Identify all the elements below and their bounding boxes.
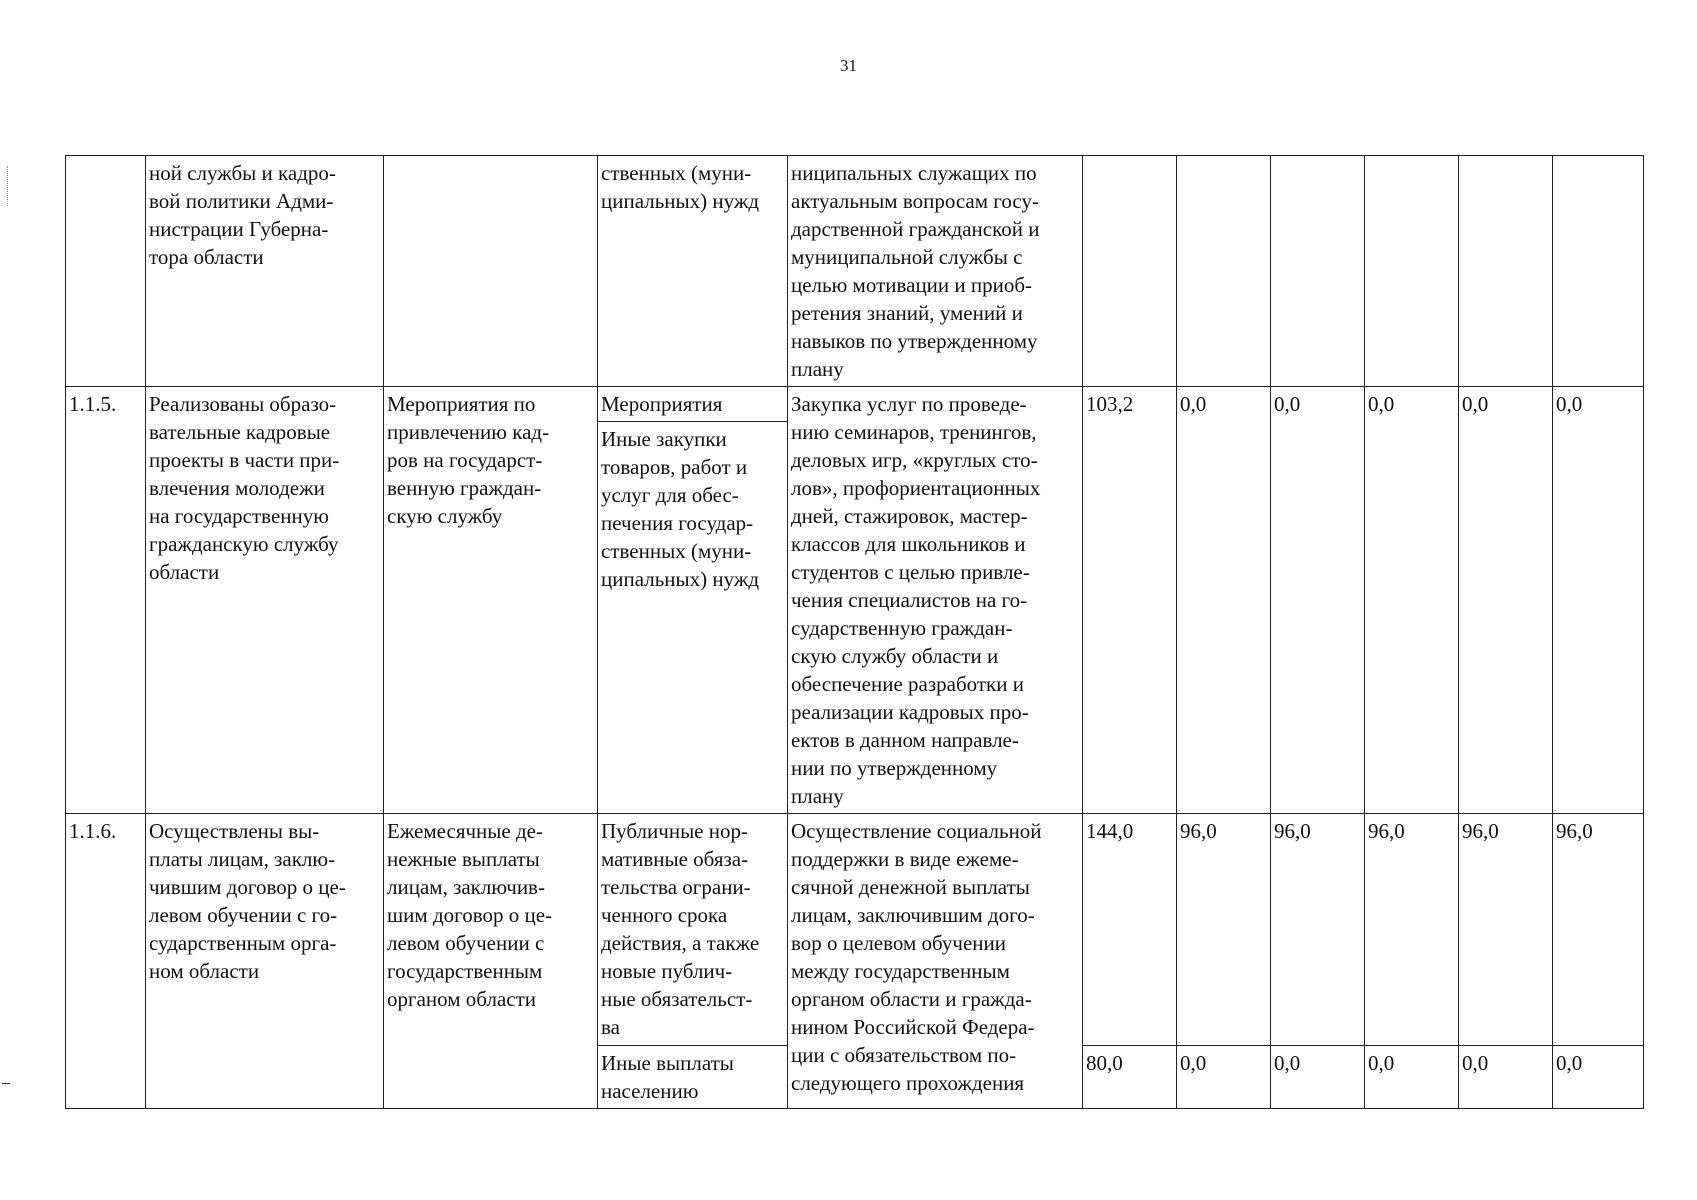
cell-event: Мероприятия по привлечению кад- ров на государст- венную граждан- скую службу <box>384 387 598 814</box>
expense-heading: Мероприятия <box>598 387 787 422</box>
cell-description: ниципальных служащих по актуальным вопросам госу- дарственной гражданской и муниципальной службы с целью мотивации и приоб- ретения знаний, умений и навыков по утвержденному плану <box>788 156 1083 387</box>
cell-value <box>1083 156 1177 387</box>
edge-mark <box>7 166 10 206</box>
cell-value: 0,0 <box>1365 387 1459 814</box>
edge-mark <box>2 1083 10 1084</box>
cell-value: 0,0 <box>1553 1046 1644 1109</box>
cell-result: Реализованы образо- вательные кадровые проекты в части при- влечения молодежи на государственную гражданскую службу области <box>146 387 384 814</box>
cell-value <box>1459 156 1553 387</box>
cell-value: 96,0 <box>1365 814 1459 1046</box>
cell-value: 96,0 <box>1271 814 1365 1046</box>
cell-value: 0,0 <box>1365 1046 1459 1109</box>
cell-description: Осуществление социальной поддержки в виде ежеме- сячной денежной выплаты лицам, заключившим дого- вор о целевом обучении между государственным органом области и гражда- нином Российской Федера- ции с обязательством по- следующего прохождения <box>788 814 1083 1109</box>
cell-result: Осуществлены вы- платы лицам, заклю- чившим договор о це- левом обучении с го- сударственным орга- ном области <box>146 814 384 1109</box>
cell-value: 0,0 <box>1459 1046 1553 1109</box>
cell-expense-type: Публичные нор- мативные обяза- тельства ограни- ченного срока действия, а также новые публич- ные обязательст- ва <box>598 814 788 1046</box>
cell-value: 96,0 <box>1459 814 1553 1046</box>
cell-expense-type <box>598 387 788 814</box>
cell-value: 0,0 <box>1177 1046 1271 1109</box>
cell-value: 0,0 <box>1271 1046 1365 1109</box>
cell-value: 0,0 <box>1271 387 1365 814</box>
table-row <box>66 156 1644 387</box>
cell-expense-type: ственных (муни- ципальных) нужд <box>598 156 788 387</box>
cell-event: Ежемесячные де- нежные выплаты лицам, заключив- шим договор о це- левом обучении с государственным органом области <box>384 814 598 1109</box>
cell-value: 144,0 <box>1083 814 1177 1046</box>
cell-value: 96,0 <box>1177 814 1271 1046</box>
cell-value: 103,2 <box>1083 387 1177 814</box>
cell-value <box>1365 156 1459 387</box>
cell-description: Закупка услуг по проведе- нию семинаров, тренингов, деловых игр, «круглых сто- лов», профориентационных дней, стажировок, мастер- классов для школьников и студентов с целью привле- чения специалистов на го- сударственную граждан- скую службу области и обеспечение разработки и реализации кадровых про- ектов в данном направле- нии по утвержденному плану <box>788 387 1083 814</box>
cell-number: 1.1.6. <box>66 814 146 1109</box>
table-row <box>66 387 1644 814</box>
measures-table <box>65 155 1644 1109</box>
cell-value <box>1177 156 1271 387</box>
cell-number <box>66 156 146 387</box>
cell-value: 0,0 <box>1553 387 1644 814</box>
expense-item: Иные закупки товаров, работ и услуг для обес- печения государ- ственных (муни- ципальных) нужд <box>601 427 760 591</box>
cell-value: 0,0 <box>1177 387 1271 814</box>
cell-value <box>1271 156 1365 387</box>
cell-result: ной службы и кадро- вой политики Адми- нистрации Губерна- тора области <box>146 156 384 387</box>
page-number: 31 <box>840 56 857 75</box>
table-row <box>66 814 1644 1046</box>
cell-value: 0,0 <box>1459 387 1553 814</box>
cell-value: 96,0 <box>1553 814 1644 1046</box>
cell-expense-type: Иные выплаты населению <box>598 1046 788 1109</box>
cell-number: 1.1.5. <box>66 387 146 814</box>
cell-value <box>1553 156 1644 387</box>
cell-value: 80,0 <box>1083 1046 1177 1109</box>
cell-event <box>384 156 598 387</box>
